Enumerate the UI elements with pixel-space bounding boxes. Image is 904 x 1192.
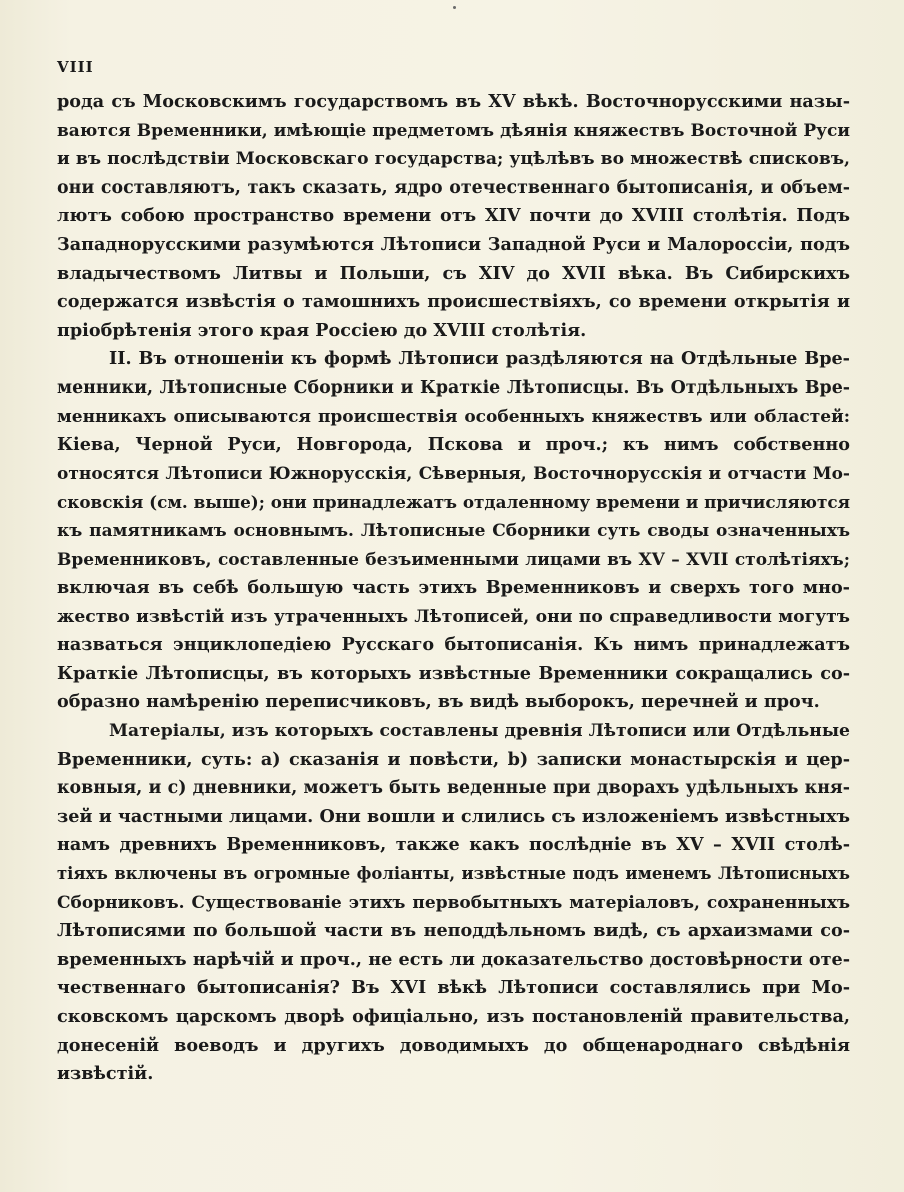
text-line: менникахъ описываются происшествія особенныхъ княжествъ или областей: — [57, 406, 850, 427]
text-line: Кіева, Черной Руси, Новгорода, Пскова и проч.; къ нимъ собственно — [57, 434, 850, 456]
text-line: къ памятникамъ основнымъ. Лѣтописные Сборники суть своды означенныхъ — [57, 520, 850, 541]
text-line: ковныя, и с) дневники, можетъ быть веденные при дворахъ удѣльныхъ кня- — [57, 778, 850, 799]
text-line: ваются Временники, имѣющіе предметомъ дѣянія княжествъ Восточной Руси — [57, 120, 850, 141]
text-line: включая въ себѣ большую часть этихъ Временниковъ и сверхъ того мно- — [57, 577, 850, 599]
text-line: тіяхъ включены въ огромные фоліанты, извѣстные подъ именемъ Лѣтописныхъ — [57, 864, 850, 884]
text-line: назваться энциклопедіею Русскаго бытописанія. Къ нимъ принадлежатъ — [57, 634, 850, 656]
text-line: Краткіе Лѣтописцы, въ которыхъ извѣстные Временники сокращались со- — [57, 662, 850, 684]
text-line: относятся Лѣтописи Южнорусскія, Сѣверныя, Восточнорусскія и отчасти Мо- — [57, 463, 850, 484]
text-line: владычествомъ Литвы и Польши, съ XIV до XVII вѣка. Въ Сибирскихъ — [57, 262, 850, 284]
text-line: образно намѣренію переписчиковъ, въ видѣ выборокъ, перечней и проч. — [57, 691, 820, 713]
text-line: содержатся извѣстія о тамошнихъ происшествіяхъ, со времени открытія и — [57, 291, 850, 313]
body-text — [57, 88, 850, 1089]
text-line: временныхъ нарѣчій и проч., не есть ли доказательство достовѣрности оте- — [57, 948, 850, 970]
text-line: намъ древнихъ Временниковъ, также какъ послѣдніе въ XV – XVII столѣ- — [57, 834, 850, 856]
page-number: VIII — [57, 58, 94, 76]
text-line: зей и частными лицами. Они вошли и слились съ изложеніемъ извѣстныхъ — [57, 805, 850, 827]
text-line: Временники, суть: а) сказанія и повѣсти, b) записки монастырскія и цер- — [57, 748, 850, 770]
text-line: менники, Лѣтописные Сборники и Краткіе Лѣтописцы. Въ Отдѣльныхъ Вре- — [57, 377, 850, 398]
text-line: Сборниковъ. Существованіе этихъ первобытныхъ матеріаловъ, сохраненныхъ — [57, 892, 850, 913]
text-line: сковскія (см. выше); они принадлежатъ отдаленному времени и причисляются — [57, 492, 850, 513]
text-line: II. Въ отношеніи къ формѣ Лѣтописи раздѣляются на Отдѣльные Вре- — [109, 348, 850, 370]
text-line: донесеній воеводъ и другихъ доводимыхъ до общенароднаго свѣдѣнія — [57, 1034, 850, 1056]
text-line: чественнаго бытописанія? Въ XVI вѣкѣ Лѣтописи составлялись при Мо- — [57, 977, 850, 999]
text-line: Лѣтописями по большой части въ неподдѣльномъ видѣ, съ архаизмами со- — [57, 920, 850, 942]
text-line: рода съ Московскимъ государствомъ въ XV вѣкѣ. Восточнорусскими назы- — [57, 91, 850, 112]
text-line: Временниковъ, составленные безъименными лицами въ XV – XVII столѣтіяхъ; — [57, 549, 850, 570]
text-line: Западнорусскими разумѣются Лѣтописи Западной Руси и Малороссіи, подъ — [57, 233, 850, 255]
text-line: пріобрѣтенія этого края Россіею до XVIII столѣтія. — [57, 319, 587, 341]
text-line: сковскомъ царскомъ дворѣ офиціально, изъ постановленій правительства, — [57, 1006, 850, 1027]
text-line: лютъ собою пространство времени отъ XIV почти до XVIII столѣтія. Подъ — [57, 205, 850, 227]
text-line: Матеріалы, изъ которыхъ составлены древнія Лѣтописи или Отдѣльные — [109, 721, 850, 742]
text-line: извѣстій. — [57, 1063, 154, 1085]
page-speck — [453, 6, 456, 9]
text-line: и въ послѣдствіи Московскаго государства; уцѣлѣвъ во множествѣ списковъ, — [57, 149, 850, 170]
text-line: жество извѣстій изъ утраченныхъ Лѣтописей, они по справедливости могутъ — [57, 606, 850, 627]
text-line: они составляютъ, такъ сказать, ядро отечественнаго бытописанія, и объем- — [57, 177, 850, 198]
